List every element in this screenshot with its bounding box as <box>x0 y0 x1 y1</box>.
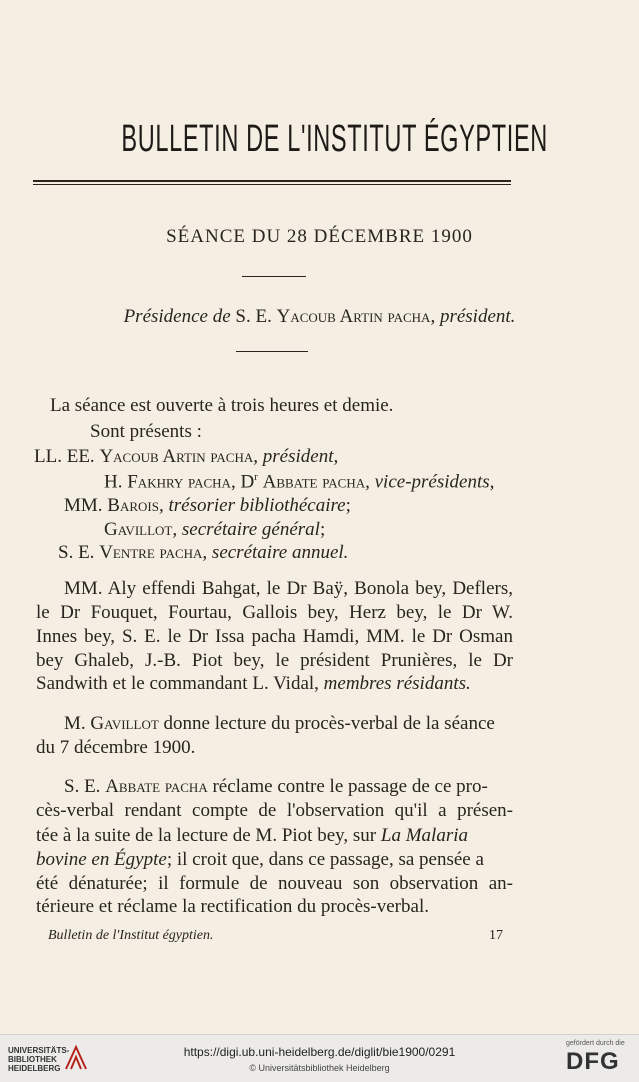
library-name: UNIVERSITÄTS- BIBLIOTHEK HEIDELBERG <box>8 1046 70 1073</box>
copyright-notice: © Universitätsbibliothek Heidelberg <box>249 1063 390 1073</box>
viewer-footer-bar <box>0 1034 639 1082</box>
funding-caption: gefördert durch die <box>566 1040 625 1047</box>
abbate-line-5: été dénaturée; il formule de nouveau son observation an- <box>36 873 513 894</box>
attendee-line-2: H. Fakhry pacha, $D^r$ Abbate pacha, vice-présidents, <box>104 471 495 493</box>
abbate-line-2: cès-verbal rendant compte de l'observation qu'il a présen- <box>36 800 513 821</box>
opening-line: La séance est ouverte à trois heures et demie. <box>50 395 394 416</box>
permalink-url[interactable]: https://digi.ub.uni-heidelberg.de/diglit/bie1900/0291 <box>183 1045 456 1059</box>
dfg-logo: DFG <box>566 1048 620 1075</box>
abbate-line-4: bovine en Égypte; il croit que, dans ce passage, sa pensée a <box>36 849 484 870</box>
members-line-4: bey Ghaleb, J.-B. Piot bey, le président Prunières, le Dr <box>36 650 513 671</box>
attendee-line-3: MM. Barois, trésorier bibliothécaire; <box>64 495 351 516</box>
attendee-line-1: LL. EE. Yacoub Artin pacha, président, <box>34 446 339 467</box>
abbate-line-1: S. E. Abbate pacha réclame contre le passage de ce pro- <box>64 776 488 797</box>
attendee-line-5: S. E. Ventre pacha, secrétaire annuel. <box>58 542 349 563</box>
presents-line: Sont présents : <box>90 421 202 442</box>
presidence-line: Présidence de S. E. Yacoub Artin pacha, président. <box>123 306 516 327</box>
gavillot-line-1: M. Gavillot donne lecture du procès-verbal de la séance <box>64 713 495 734</box>
gavillot-line-2: du 7 décembre 1900. <box>36 737 196 758</box>
abbate-line-3: tée à la suite de la lecture de M. Piot bey, sur La Malaria <box>36 825 468 846</box>
seance-heading: SÉANCE DU 28 DÉCEMBRE 1900 <box>166 226 473 247</box>
bulletin-title: BULLETIN DE L'INSTITUT ÉGYPTIEN <box>121 118 548 160</box>
abbate-line-6: térieure et réclame la rectification du procès-verbal. <box>36 896 429 917</box>
members-line-2: le Dr Fouquet, Fourtau, Gallois bey, Herz bey, le Dr W. <box>36 602 513 623</box>
members-line-5: Sandwith et le commandant L. Vidal, membres résidants. <box>36 673 471 694</box>
short-rule-1 <box>242 276 306 277</box>
title-double-rule-top <box>33 180 511 182</box>
short-rule-2 <box>236 351 308 352</box>
title-double-rule-bottom <box>33 184 511 185</box>
members-line-3: Innes bey, S. E. le Dr Issa pacha Hamdi, MM. le Dr Osman <box>36 626 513 647</box>
page-number: 17 <box>489 928 503 943</box>
attendee-line-4: Gavillot, secrétaire général; <box>104 519 326 540</box>
running-footer: Bulletin de l'Institut égyptien. <box>48 928 214 943</box>
members-line-1: MM. Aly effendi Bahgat, le Dr Baÿ, Bonola bey, Deflers, <box>64 578 513 599</box>
